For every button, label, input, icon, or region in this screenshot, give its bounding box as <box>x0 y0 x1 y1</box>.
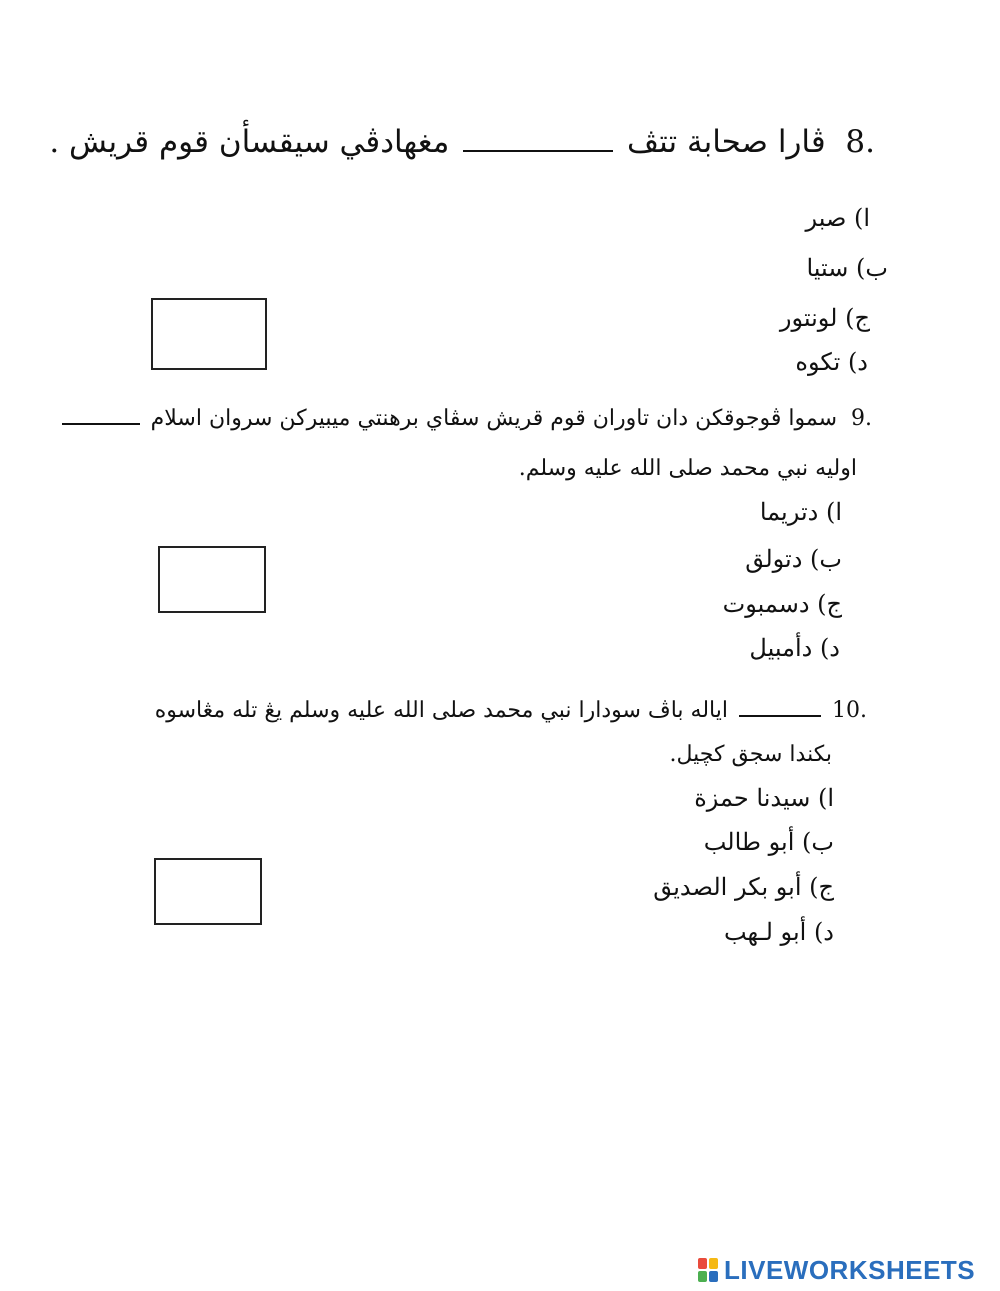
question-10 <box>155 698 867 723</box>
option-c <box>780 304 870 332</box>
option-d <box>749 634 840 662</box>
option-b <box>745 545 842 573</box>
option-d <box>795 348 868 376</box>
option-letter: ج) <box>817 590 842 618</box>
option-letter: ا) <box>853 204 870 232</box>
question-text-before: ڤارا صحابة تتڤ <box>627 124 826 160</box>
option-text: دتولق <box>745 545 803 573</box>
question-text: سموا ڤوجوقكن دان تاوران قوم قريش سڤاي برهنتي ميبيركن سروان اسلام <box>150 406 837 431</box>
option-b <box>704 828 834 856</box>
option-letter: ب) <box>856 254 888 282</box>
option-text: أبو طالب <box>703 828 795 856</box>
question-number: 10. <box>832 698 867 723</box>
option-a <box>760 498 842 526</box>
option-text: أبو لـهب <box>723 918 807 946</box>
option-letter: ج) <box>845 304 870 332</box>
answer-box-10[interactable] <box>154 858 262 925</box>
option-text: دسمبوت <box>722 590 810 618</box>
question-continuation: بكندا سجق كچيل. <box>669 742 832 767</box>
answer-box-8[interactable] <box>151 298 267 370</box>
option-a <box>694 784 834 812</box>
option-letter: د) <box>847 348 868 376</box>
option-c <box>653 873 834 901</box>
option-b <box>806 254 888 282</box>
brand-name: LIVEWORKSHEETS <box>724 1254 976 1285</box>
option-text: دأمبيل <box>749 634 813 662</box>
option-letter: ب) <box>810 545 842 573</box>
question-text-after: مغهادڤي سيقسأن قوم قريش . <box>49 124 450 160</box>
option-letter: د) <box>819 634 840 662</box>
answer-blank <box>62 422 140 425</box>
answer-blank <box>739 714 821 717</box>
option-text: سيدنا حمزة <box>694 784 811 812</box>
answer-box-9[interactable] <box>158 546 266 613</box>
question-number: 8. <box>845 124 875 160</box>
liveworksheets-logo[interactable] <box>698 1256 975 1284</box>
option-letter: ب) <box>802 828 834 856</box>
option-letter: د) <box>813 918 834 946</box>
liveworksheets-logo-icon <box>698 1258 718 1282</box>
answer-blank <box>463 149 613 152</box>
option-text: تكوه <box>795 348 841 376</box>
option-letter: ج) <box>809 873 834 901</box>
question-number: 9. <box>851 406 872 431</box>
option-text: لونتور <box>779 304 838 332</box>
option-text: أبو بكر الصديق <box>653 873 802 901</box>
option-letter: ا) <box>825 498 842 526</box>
option-text: صبر <box>805 204 847 232</box>
option-text: ستيا <box>806 254 849 282</box>
option-a <box>805 204 870 232</box>
option-c <box>723 590 842 618</box>
option-d <box>724 918 834 946</box>
question-continuation: اوليه نبي محمد صلى الله عليه وسلم. <box>518 456 857 481</box>
option-text: دتريما <box>759 498 819 526</box>
option-letter: ا) <box>817 784 834 812</box>
question-8 <box>49 124 875 160</box>
question-text: اياله باڤ سودارا نبي محمد صلى الله عليه وسلم يڠ تله مڠاسوه <box>154 698 728 723</box>
question-9 <box>58 406 872 431</box>
